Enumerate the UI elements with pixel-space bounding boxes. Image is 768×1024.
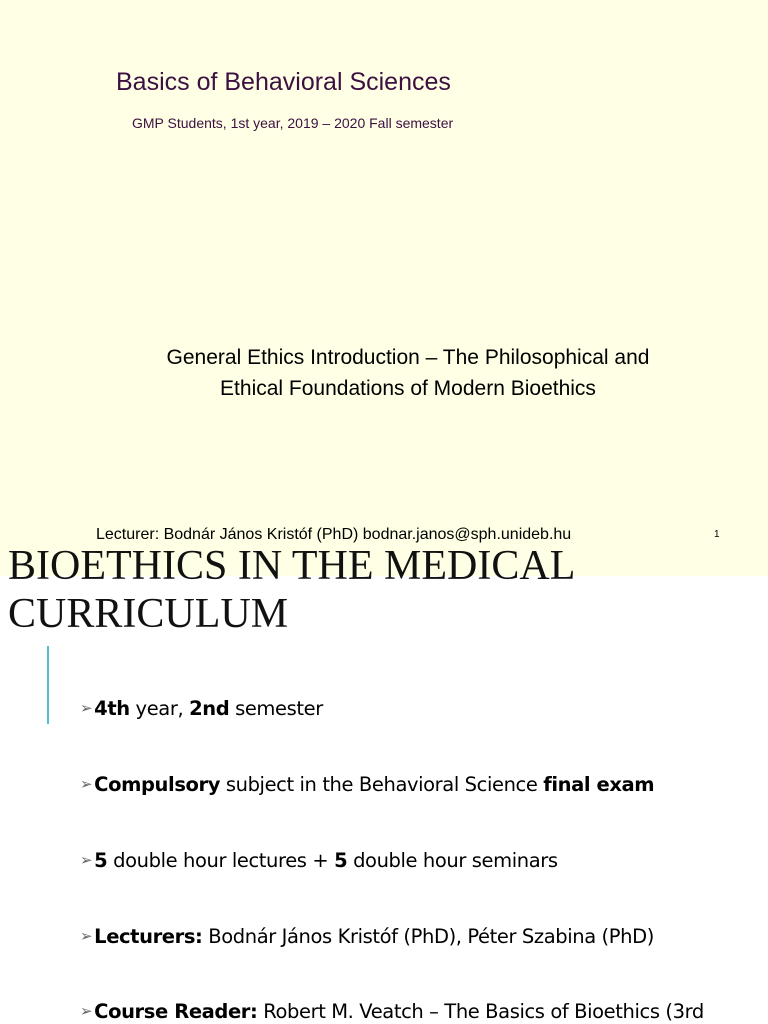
bullet-bold: Lecturers: (94, 925, 203, 948)
accent-line (47, 646, 49, 724)
bullet-text: double hour lectures + (107, 849, 335, 872)
arrow-bullet-icon: ➢ (80, 851, 93, 869)
arrow-bullet-icon: ➢ (80, 927, 93, 945)
lecture-topic-line-2: Ethical Foundations of Modern Bioethics (220, 377, 596, 400)
bullet-text: double hour seminars (347, 849, 558, 872)
bullet-bold: Compulsory (94, 773, 221, 796)
bullet-bold: Course Reader: (94, 1000, 258, 1023)
arrow-bullet-icon: ➢ (80, 1002, 93, 1020)
slide-heading-line-1: BIOETHICS IN THE MEDICAL (8, 543, 576, 589)
bullet-bold: 4th (94, 697, 130, 720)
bullet-bold: final exam (543, 773, 655, 796)
bullet-item (80, 773, 654, 796)
bullet-bold: 2nd (189, 697, 230, 720)
bullet-text: year, (129, 697, 190, 720)
bullet-text: semester (229, 697, 323, 720)
bullet-item (80, 1000, 704, 1023)
bullet-bold: 5 (334, 849, 348, 872)
slide-number: 1 (714, 529, 720, 540)
lecture-topic-line-1: General Ethics Introduction – The Philosophical and (166, 346, 650, 369)
slide-title: Basics of Behavioral Sciences (116, 68, 451, 96)
slide-heading (8, 542, 748, 638)
slide-heading-line-2: CURRICULUM (8, 591, 289, 637)
bullet-text: Bodnár János Kristóf (PhD), Péter Szabina (PhD) (202, 925, 654, 948)
bullet-text: Robert M. Veatch – The Basics of Bioethics (3rd (257, 1000, 704, 1023)
slide-2 (0, 543, 768, 1024)
bullet-text: subject in the Behavioral Science (220, 773, 544, 796)
bullet-bold: 5 (94, 849, 108, 872)
slide-subtitle: GMP Students, 1st year, 2019 – 2020 Fall semester (132, 115, 454, 131)
bullet-item (80, 925, 654, 948)
bullet-item (80, 849, 558, 872)
arrow-bullet-icon: ➢ (80, 699, 93, 717)
lecture-topic (80, 342, 736, 404)
arrow-bullet-icon: ➢ (80, 775, 93, 793)
lecturer-info: Lecturer: Bodnár János Kristóf (PhD) bodnar.janos@sph.unideb.hu (96, 526, 572, 543)
bullet-item (80, 697, 323, 720)
